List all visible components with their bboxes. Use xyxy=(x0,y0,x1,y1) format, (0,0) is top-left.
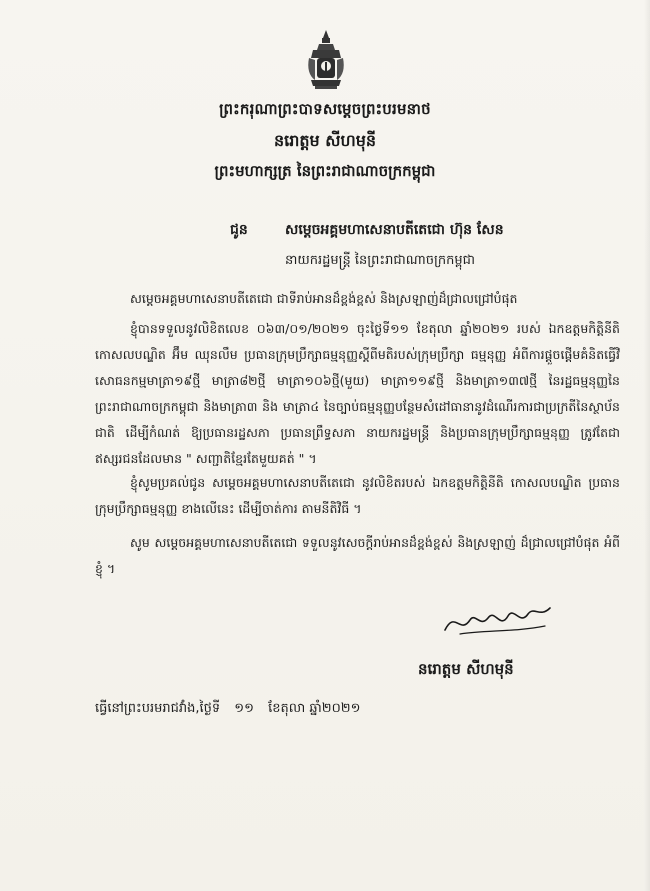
date-month-year: ខែតុលា ឆ្នាំ២០២១ xyxy=(268,701,361,716)
closing-paragraph: សូម សម្តេចអគ្គមហាសេនាបតីតេជោ ទទួលនូវសេចក្តីរាប់អានដ៏ខ្ពង់ខ្ពស់ និងស្រឡាញ់ ដ៏ជ្រាលជ្រៅបំផុត អំពីខ្ញុំ ។ xyxy=(95,535,620,576)
signer-name: នរោត្តម សីហមុនី xyxy=(418,660,514,678)
letterhead-king-name: នរោត្តម សីហមុនី xyxy=(273,131,377,150)
date-place-line xyxy=(95,700,370,719)
salutation-paragraph: សម្តេចអគ្គមហាសេនាបតីតេជោ ជាទីរាប់អានដ៏ខ្ពង់ខ្ពស់ និងស្រឡាញ់ដ៏ជ្រាលជ្រៅបំផុត xyxy=(130,291,518,306)
scan-shadow xyxy=(644,0,650,891)
body-paragraph-submission: ខ្ញុំសូមប្រគល់ជូន សម្តេចអគ្គមហាសេនាបតីតេជោ នូវលិខិតរបស់ ឯកឧត្តមកិត្តិនីតិ កោសលបណ្ឌិត ប្រធានក្រុមប្រឹក្សាធម្មនុញ្ញ ខាងលើនេះ ដើម្បីចាត់ការ តាមនីតិវិធី ។ xyxy=(95,475,620,516)
royal-coat-of-arms-icon xyxy=(305,28,347,90)
recipient-name: សម្តេចអគ្គមហាសេនាបតីតេជោ ហ៊ុន សែន xyxy=(285,222,504,238)
recipient-title: នាយករដ្ឋមន្ត្រី នៃព្រះរាជាណាចក្រកម្ពុជា xyxy=(285,253,475,268)
date-day: ១១ xyxy=(234,701,254,716)
handwritten-signature xyxy=(440,600,560,640)
letterhead-king-title: ព្រះមហាក្សត្រ នៃព្រះរាជាណាចក្រកម្ពុជា xyxy=(214,162,436,180)
recipient-label: ជូន xyxy=(230,222,248,238)
date-place-prefix: ធ្វើនៅព្រះបរមរាជវាំង,ថ្ងៃទី xyxy=(95,701,221,716)
letterhead-royal-title: ព្រះករុណាព្រះបាទសម្តេចព្រះបរមនាថ xyxy=(219,100,431,118)
body-paragraph-main: ខ្ញុំបានទទួលនូវលិខិតលេខ ០៦៣/០១/២០២១ ចុះថ្ងៃទី១១ ខែតុលា ឆ្នាំ២០២១ របស់ ឯកឧត្តមកិត្តិនីតិកោសលបណ្ឌិត អ៊ឹម ឈុនលឹម ប្រធានក្រុមប្រឹក្សាធម្មនុញ្ញស្តីពីមតិរបស់ក្រុមប្រឹក្សា ធម្មនុញ្ញ អំពីការផ្តួចផ្តើមគំនិតធ្វើវិសោធនកម្មមាត្រា១៩ថ្មី មាត្រា៨២ថ្មី មាត្រា១០៦ថ្មី(មួយ) មាត្រា១១៩ថ្មី និងមាត្រា១៣៧ថ្មី នៃរដ្ឋធម្មនុញ្ញនៃព្រះរាជាណាចក្រកម្ពុជា និងមាត្រា៣ និង មាត្រា៤ នៃច្បាប់ធម្មនុញ្ញបន្ថែមសំដៅធានានូវដំណើរការជាប្រក្រតីនៃស្ថាប័នជាតិ ដើម្បីកំណត់ ឱ្យប្រធានរដ្ឋសភា ប្រធានព្រឹទ្ធសភា នាយករដ្ឋមន្ត្រី និងប្រធានក្រុមប្រឹក្សាធម្មនុញ្ញ ត្រូវតែជា ឥស្សរជនដែលមាន " សញ្ជាតិខ្មែរតែមួយគត់ " ។ xyxy=(95,321,620,466)
